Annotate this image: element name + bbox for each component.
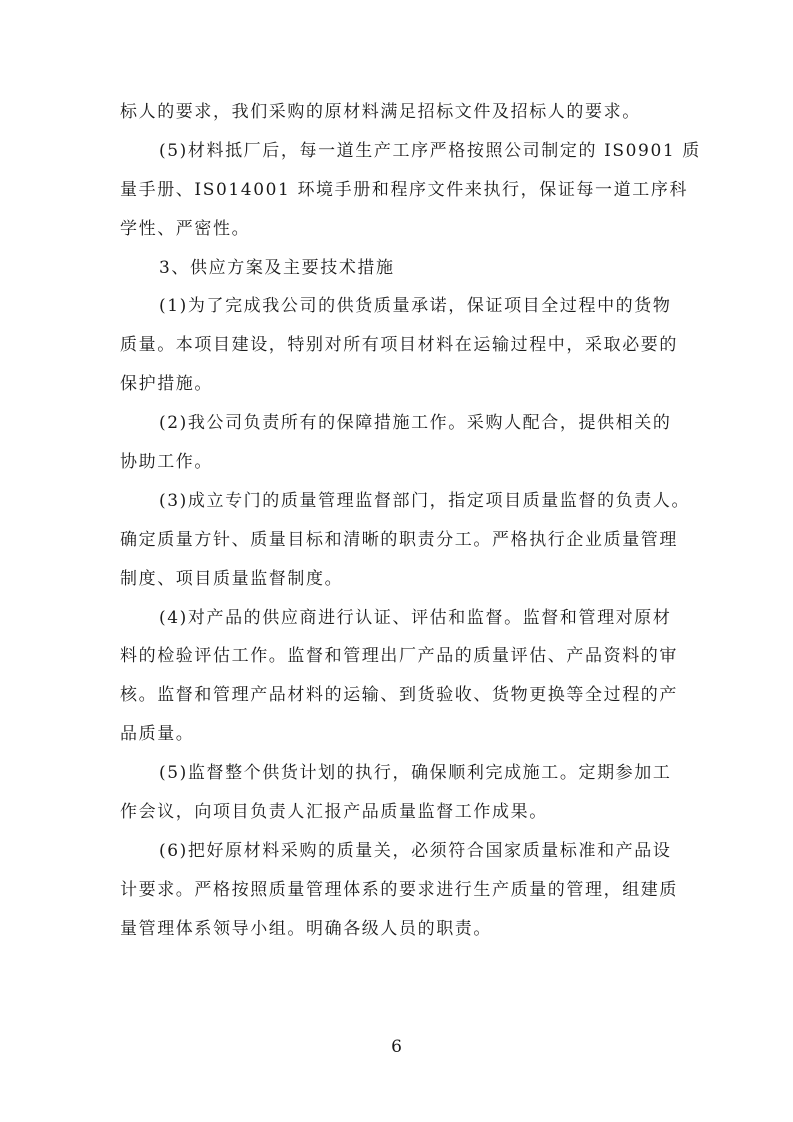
text-line: (5)监督整个供货计划的执行，确保顺利完成施工。定期参加工 — [159, 763, 672, 784]
text-line: (1)为了完成我公司的供货质量承诺，保证项目全过程中的货物 — [159, 296, 672, 317]
text-line: 料的检验评估工作。监督和管理出厂产品的质量评估、产品资料的审 — [120, 646, 678, 667]
text-line: 品质量。 — [120, 724, 195, 745]
page-number: 6 — [391, 1037, 402, 1057]
text-line: 作会议，向项目负责人汇报产品质量监督工作成果。 — [120, 802, 548, 823]
text-line: (4)对产品的供应商进行认证、评估和监督。监督和管理对原材 — [159, 607, 672, 628]
text-line: 标人的要求，我们采购的原材料满足招标文件及招标人的要求。 — [120, 102, 641, 122]
text-line: (2)我公司负责所有的保障措施工作。采购人配合，提供相关的 — [159, 413, 672, 434]
text-line: 质量。本项目建设，特别对所有项目材料在运输过程中，采取必要的 — [120, 335, 678, 356]
text-line: 计要求。严格按照质量管理体系的要求进行生产质量的管理，组建质 — [120, 879, 678, 900]
section-heading: 3、供应方案及主要技术措施 — [159, 257, 395, 278]
text-line: 核。监督和管理产品材料的运输、到货验收、货物更换等全过程的产 — [120, 685, 678, 706]
text-line: (5)材料抵厂后，每一道生产工序严格按照公司制定的 IS0901 质 — [159, 140, 701, 161]
body-text — [120, 93, 701, 949]
text-line: 学性、严密性。 — [120, 218, 251, 239]
text-line: 量管理体系领导小组。明确各级人员的职责。 — [120, 918, 492, 939]
text-line: 确定质量方针、质量目标和清晰的职责分工。严格执行企业质量管理 — [120, 529, 678, 550]
text-line: (3)成立专门的质量管理监督部门，指定项目质量监督的负责人。 — [159, 490, 691, 511]
text-line: 保护措施。 — [120, 374, 213, 395]
text-line: 协助工作。 — [120, 452, 213, 473]
text-line: 制度、项目质量监督制度。 — [120, 568, 344, 589]
text-line: 量手册、IS014001 环境手册和程序文件来执行，保证每一道工序科 — [120, 179, 689, 200]
text-line: (6)把好原材料采购的质量关，必须符合国家质量标准和产品设 — [159, 840, 672, 861]
